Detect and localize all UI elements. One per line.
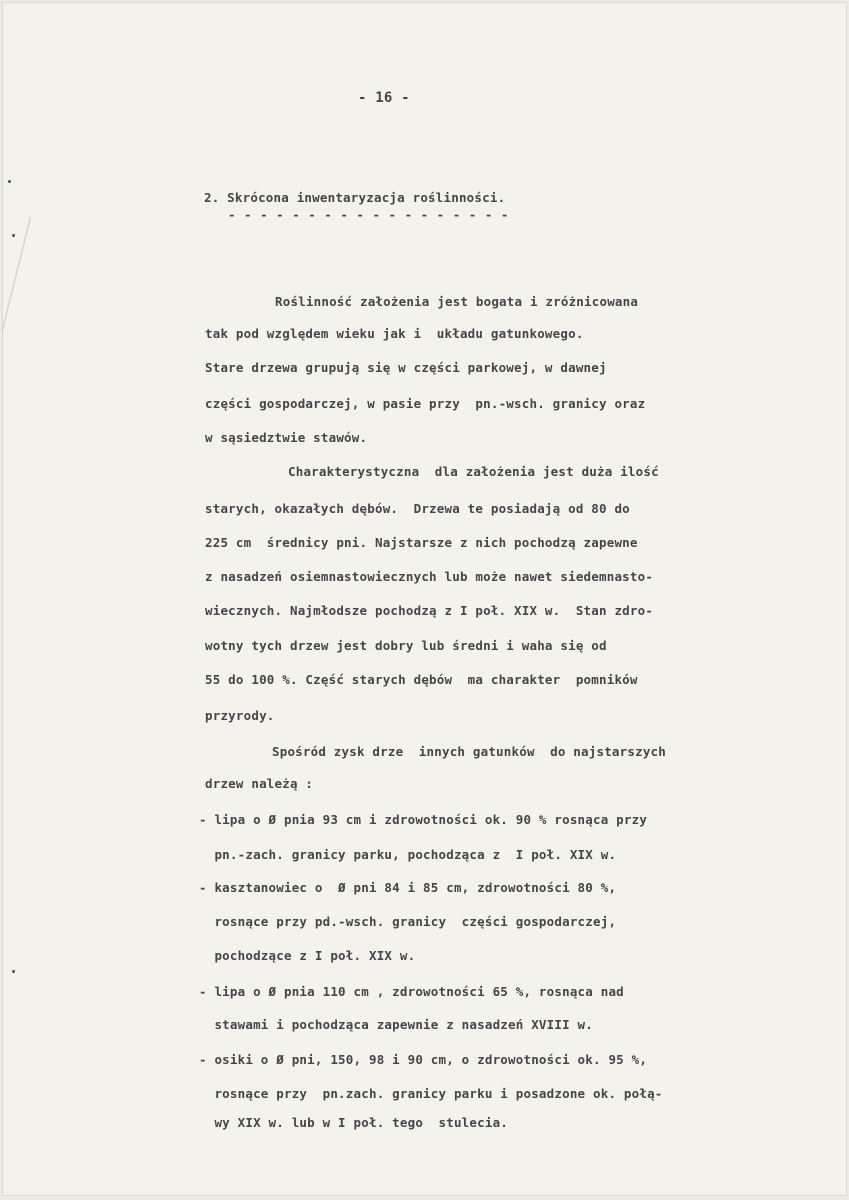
paragraph-line: przyrody. — [205, 708, 275, 723]
page-number: - 16 - — [358, 90, 410, 106]
paragraph-line: 55 do 100 %. Część starych dębów ma charakter pomników — [205, 672, 638, 687]
list-item-line: - kasztanowiec o Ø pni 84 i 85 cm, zdrowotności 80 %, — [199, 880, 617, 895]
paragraph-line: drzew należą : — [205, 776, 314, 791]
paragraph-line: Charakterystyczna dla założenia jest duża ilość — [288, 464, 659, 479]
paragraph-line: wotny tych drzew jest dobry lub średni i waha się od — [205, 638, 607, 653]
list-item-line: - lipa o Ø pnia 110 cm , zdrowotności 65 %, rosnąca nad — [199, 984, 624, 999]
paragraph-line: w sąsiedztwie stawów. — [205, 430, 368, 445]
paragraph-line: starych, okazałych dębów. Drzewa te posiadają od 80 do — [205, 501, 630, 516]
list-item-line: stawami i pochodząca zapewnie z nasadzeń XVIII w. — [199, 1017, 594, 1032]
paper-speck — [8, 180, 11, 183]
section-heading: 2. Skrócona inwentaryzacja roślinności. — [204, 190, 506, 205]
paragraph-line: wiecznych. Najmłodsze pochodzą z I poł. XIX w. Stan zdro- — [205, 603, 654, 618]
list-item-line: rosnące przy pd.-wsch. granicy części gospodarczej, — [199, 914, 617, 929]
document-page — [2, 2, 847, 1196]
list-item-line: rosnące przy pn.zach. granicy parku i posadzone ok. połą- — [199, 1086, 663, 1101]
paragraph-line: z nasadzeń osiemnastowiecznych lub może nawet siedemnasto- — [205, 569, 654, 584]
list-item-line: wy XIX w. lub w I poł. tego stulecia. — [199, 1115, 509, 1130]
paragraph-line: części gospodarczej, w pasie przy pn.-wsch. granicy oraz — [205, 396, 646, 411]
paper-speck — [12, 970, 15, 973]
list-item-line: - osiki o Ø pni, 150, 98 i 90 cm, o zdrowotności ok. 95 %, — [199, 1052, 648, 1067]
paragraph-line: 225 cm średnicy pni. Najstarsze z nich pochodzą zapewne — [205, 535, 638, 550]
paragraph-line: tak pod względem wieku jak i układu gatunkowego. — [205, 326, 584, 341]
list-item-line: pochodzące z I poł. XIX w. — [199, 948, 416, 963]
paragraph-line: Roślinność założenia jest bogata i zróżnicowana — [275, 294, 639, 309]
paper-fold-mark — [2, 217, 31, 411]
paragraph-line: Stare drzewa grupują się w części parkowej, w dawnej — [205, 360, 607, 375]
list-item-line: - lipa o Ø pnia 93 cm i zdrowotności ok. 90 % rosnąca przy — [199, 812, 648, 827]
paragraph-line: Spośród zysk drze innych gatunków do najstarszych — [272, 744, 667, 759]
list-item-line: pn.-zach. granicy parku, pochodząca z I poł. XIX w. — [199, 847, 617, 862]
paper-speck — [12, 234, 15, 237]
heading-underline: - - - - - - - - - - - - - - - - - - — [228, 207, 509, 222]
